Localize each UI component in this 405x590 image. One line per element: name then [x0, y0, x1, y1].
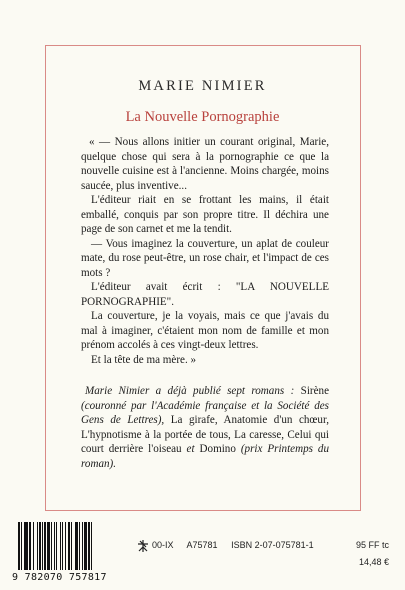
price-euros: 14,48 € — [359, 557, 390, 567]
award-note: (couronné par l'Académie française et la Société des Gens de Lettres), — [81, 399, 329, 426]
author-bibliography — [81, 384, 329, 471]
excerpt-paragraph: « — Nous allons initier un courant original, Marie, quelque chose qui sera à la pornographie ce que la nouvelle cuisine est à l'ancienne. Moins chargée, moins saucée, plus inventive... — [81, 136, 329, 192]
isbn-barcode — [18, 522, 118, 570]
conjunction: et — [186, 443, 195, 455]
book-title: La Nouvelle Pornographie — [125, 109, 280, 125]
book-sirene: Sirène — [300, 385, 329, 397]
prize-note: (prix Printemps du roman). — [81, 443, 329, 470]
book-domino: Domino — [199, 443, 236, 455]
catalog-code: 00-IX — [152, 540, 174, 550]
author-name: MARIE NIMIER — [138, 78, 267, 94]
catalog-codes — [152, 540, 325, 550]
bibliography-intro: Marie Nimier a déjà publié sept romans : — [85, 385, 295, 397]
excerpt-paragraph: La couverture, je la voyais, mais ce que j'avais du mal à imaginer, c'étaient mon nom de famille et mon prénom accolés à ces vingt-deux lettres. — [81, 310, 329, 351]
excerpt-paragraph: L'éditeur avait écrit : "LA NOUVELLE PORNOGRAPHIE". — [81, 281, 329, 308]
excerpt-text — [81, 135, 329, 367]
price-francs: 95 FF tc — [356, 540, 390, 550]
barcode-digits: 9 782070 757817 — [12, 572, 107, 583]
excerpt-paragraph: — Vous imaginez la couverture, un aplat de couleur mate, du rose peut-être, un rose chair, et l'impact de ces mots ? — [81, 237, 329, 279]
isbn-number: ISBN 2-07-075781-1 — [231, 540, 314, 550]
catalog-code: A75781 — [186, 540, 218, 550]
book-list: La girafe, Anatomie d'un chœur, L'hypnotisme à la portée de tous, La caresse, Celui qui court derrière l'oiseau — [81, 414, 329, 455]
excerpt-paragraph: Et la tête de ma mère. » — [91, 353, 197, 366]
excerpt-paragraph: L'éditeur riait en se frottant les mains, il était emballé, conquis par son propre titre. Il déchira une page de son carnet et me la tendit. — [81, 194, 329, 235]
publisher-logo-icon — [136, 539, 150, 553]
